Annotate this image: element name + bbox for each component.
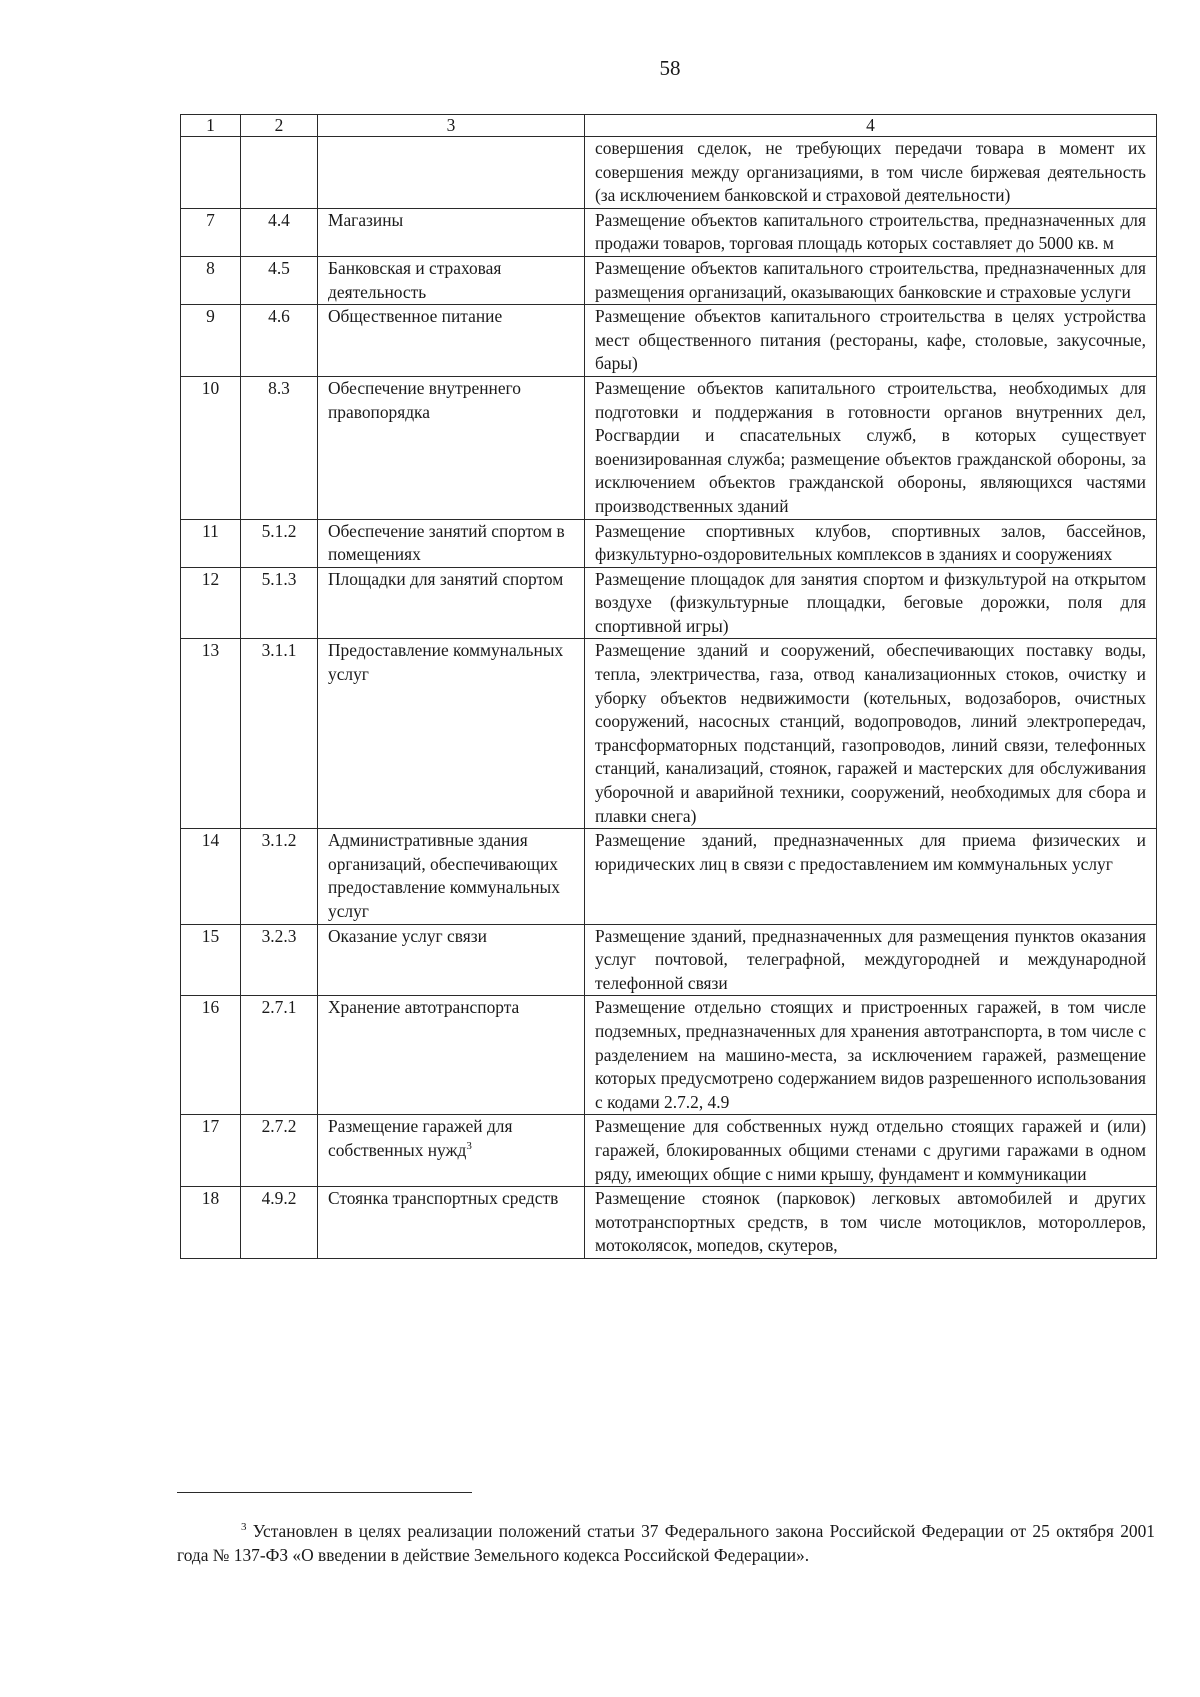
use-code-cell-text: 2.7.1 xyxy=(261,997,297,1018)
use-code-cell-text: 3.1.2 xyxy=(261,830,297,851)
use-description-cell-text: совершения сделок, не требующих передачи товара в момент их совершения между организациями, в том числе биржевая деятельность (за исключением банковской и страховой деятельности) xyxy=(595,138,1146,206)
use-description-cell-text: Размещение объектов капитального строительства, необходимых для подготовки и поддержания в готовности органов внутренних дел, Росгвардии и спасательных служб, в которых существует военизированная служба; размещение объектов гражданской обороны, за исключением объектов гражданской обороны, являющихся частями производственных зданий xyxy=(595,377,1146,516)
table-row xyxy=(181,567,1157,639)
table-row xyxy=(181,137,1157,209)
table-row xyxy=(181,1187,1157,1259)
table-header-row xyxy=(181,115,1157,137)
use-description-cell-text: Размещение зданий и сооружений, обеспечивающих поставку воды, тепла, электричества, газа, отвод канализационных стоков, очистку и уборку объектов недвижимости (котельных, водозаборов, очистных сооружений, насосных станций, водопроводов, линий электропередач, трансформаторных подстанций, газопроводов, линий связи, телефонных станций, канализаций, стоянок, гаражей и мастерских для обслуживания уборочной и аварийной техники, сооружений, необходимых для сбора и плавки снега) xyxy=(595,640,1146,826)
use-code-cell xyxy=(241,376,318,519)
use-description-cell xyxy=(585,256,1157,304)
use-name-cell-text: Площадки для занятий спортом xyxy=(328,568,564,589)
footnote-reference: 3 xyxy=(466,1140,472,1153)
use-description-cell xyxy=(585,519,1157,567)
table-body xyxy=(181,137,1157,1259)
row-number-cell xyxy=(181,137,241,209)
use-code-cell-text: 4.6 xyxy=(268,306,290,327)
use-code-cell xyxy=(241,256,318,304)
use-description-cell-text: Размещение объектов капитального строительства, предназначенных для размещения организаций, оказывающих банковские и страховые услуги xyxy=(595,257,1146,302)
use-name-cell-text: Административные здания организаций, обеспечивающих предоставление коммунальных услуг xyxy=(328,830,560,921)
page-number: 58 xyxy=(659,56,681,80)
use-name-cell xyxy=(318,996,585,1115)
use-name-cell xyxy=(318,829,585,924)
use-name-cell-text: Оказание услуг связи xyxy=(328,925,487,946)
table-row xyxy=(181,305,1157,377)
use-name-cell xyxy=(318,519,585,567)
use-description-cell xyxy=(585,1115,1157,1187)
footnote-divider xyxy=(177,1492,472,1493)
use-code-cell xyxy=(241,519,318,567)
use-name-cell xyxy=(318,1115,585,1187)
use-description-cell-text: Размещение отдельно стоящих и пристроенных гаражей, в том числе подземных, предназначенных для хранения автотранспорта, в том числе с разделением на машино-места, за исключением гаражей, размещение которых предусмотрено содержанием видов разрешенного использования с кодами 2.7.2, 4.9 xyxy=(595,997,1146,1112)
footnote-text: Установлен в целях реализации положений статьи 37 Федерального закона Российской Федерации от 25 октября 2001 года № 137-ФЗ «О введении в действие Земельного кодекса Российской Федерации». xyxy=(177,1521,1155,1565)
table-row xyxy=(181,519,1157,567)
use-description-cell-text: Размещение площадок для занятия спортом и физкультурой на открытом воздухе (физкультурные площадки, беговые дорожки, поля для спортивной игры) xyxy=(595,568,1146,636)
use-description-cell xyxy=(585,208,1157,256)
use-name-cell xyxy=(318,1187,585,1259)
use-description-cell-text: Размещение зданий, предназначенных для приема физических и юридических лиц в связи с предоставлением им коммунальных услуг xyxy=(595,830,1146,874)
use-name-cell-text: Общественное питание xyxy=(328,306,503,327)
use-name-cell-text: Хранение автотранспорта xyxy=(328,997,520,1018)
use-description-cell-text: Размещение для собственных нужд отдельно стоящих гаражей и (или) гаражей, блокированных общими стенами с другими гаражами в одном ряду, имеющих общие с ними крышу, фундамент и коммуникации xyxy=(595,1116,1146,1184)
use-name-cell-text: Банковская и страховая деятельность xyxy=(328,257,502,302)
use-code-cell xyxy=(241,305,318,377)
use-code-cell xyxy=(241,996,318,1115)
use-code-cell-text: 3.1.1 xyxy=(261,640,297,661)
column-header-3: 3 xyxy=(318,115,585,137)
footnote xyxy=(177,1520,1155,1567)
use-code-cell-text: 4.4 xyxy=(268,209,290,230)
row-number-cell-text: 15 xyxy=(201,925,220,946)
row-number-cell xyxy=(181,1115,241,1187)
use-code-cell xyxy=(241,137,318,209)
footnote-mark: 3 xyxy=(241,1521,247,1534)
table-row xyxy=(181,639,1157,829)
use-description-cell xyxy=(585,1187,1157,1259)
use-name-cell-text: Обеспечение занятий спортом в помещениях xyxy=(328,520,565,565)
use-code-cell xyxy=(241,639,318,829)
table-row xyxy=(181,1115,1157,1187)
land-use-table xyxy=(180,114,1157,1259)
row-number-cell-text: 9 xyxy=(206,306,215,327)
row-number-cell-text: 17 xyxy=(201,1116,220,1137)
use-name-cell xyxy=(318,567,585,639)
use-code-cell-text: 5.1.3 xyxy=(261,568,297,589)
row-number-cell-text: 7 xyxy=(206,209,215,230)
use-code-cell xyxy=(241,1187,318,1259)
row-number-cell-text: 13 xyxy=(201,640,220,661)
use-name-cell xyxy=(318,137,585,209)
use-name-cell-text: Предоставление коммунальных услуг xyxy=(328,640,564,685)
table-row xyxy=(181,924,1157,996)
row-number-cell-text: 10 xyxy=(201,377,220,398)
column-header-4: 4 xyxy=(585,115,1157,137)
use-description-cell-text: Размещение стоянок (парковок) легковых автомобилей и других мототранспортных средств, в том числе мотоциклов, мотороллеров, мотоколясок, мопедов, скутеров, xyxy=(595,1188,1146,1256)
table-row xyxy=(181,376,1157,519)
column-header-2: 2 xyxy=(241,115,318,137)
use-name-cell xyxy=(318,639,585,829)
row-number-cell-text: 11 xyxy=(202,520,219,541)
use-code-cell-text: 3.2.3 xyxy=(261,925,297,946)
use-name-cell-text: Обеспечение внутреннего правопорядка xyxy=(328,377,521,422)
use-description-cell xyxy=(585,305,1157,377)
row-number-cell xyxy=(181,519,241,567)
row-number-cell-text: 12 xyxy=(201,568,220,589)
use-code-cell xyxy=(241,924,318,996)
use-description-cell xyxy=(585,567,1157,639)
use-code-cell-text: 2.7.2 xyxy=(261,1116,297,1137)
row-number-cell xyxy=(181,567,241,639)
use-name-cell-text: Размещение гаражей для собственных нужд xyxy=(328,1116,513,1160)
use-name-cell-text: Стоянка транспортных средств xyxy=(328,1188,559,1209)
use-name-cell xyxy=(318,924,585,996)
row-number-cell xyxy=(181,1187,241,1259)
row-number-cell-text: 14 xyxy=(201,830,220,851)
use-description-cell xyxy=(585,829,1157,924)
table-row xyxy=(181,256,1157,304)
use-code-cell-text: 4.9.2 xyxy=(261,1188,297,1209)
row-number-cell xyxy=(181,829,241,924)
use-name-cell xyxy=(318,305,585,377)
use-description-cell-text: Размещение объектов капитального строительства, предназначенных для продажи товаров, торговая площадь которых составляет до 5000 кв. м xyxy=(595,209,1146,254)
table-row xyxy=(181,996,1157,1115)
use-description-cell xyxy=(585,996,1157,1115)
use-code-cell-text: 8.3 xyxy=(268,377,290,398)
row-number-cell xyxy=(181,639,241,829)
column-header-1: 1 xyxy=(181,115,241,137)
row-number-cell xyxy=(181,376,241,519)
use-description-cell xyxy=(585,639,1157,829)
use-code-cell xyxy=(241,829,318,924)
use-code-cell xyxy=(241,208,318,256)
row-number-cell xyxy=(181,256,241,304)
use-description-cell xyxy=(585,924,1157,996)
use-description-cell xyxy=(585,137,1157,209)
row-number-cell xyxy=(181,208,241,256)
row-number-cell xyxy=(181,305,241,377)
use-description-cell-text: Размещение спортивных клубов, спортивных залов, бассейнов, физкультурно-оздоровительных комплексов в зданиях и сооружениях xyxy=(595,520,1146,565)
use-name-cell xyxy=(318,208,585,256)
table-row xyxy=(181,208,1157,256)
use-code-cell-text: 4.5 xyxy=(268,257,290,278)
table-row xyxy=(181,829,1157,924)
use-description-cell-text: Размещение объектов капитального строительства в целях устройства мест общественного питания (рестораны, кафе, столовые, закусочные, бары) xyxy=(595,306,1146,374)
row-number-cell-text: 8 xyxy=(206,257,215,278)
use-code-cell xyxy=(241,567,318,639)
use-name-cell xyxy=(318,376,585,519)
use-description-cell xyxy=(585,376,1157,519)
row-number-cell xyxy=(181,996,241,1115)
use-description-cell-text: Размещение зданий, предназначенных для размещения пунктов оказания услуг почтовой, телеграфной, междугородней и международной телефонной связи xyxy=(595,925,1146,993)
row-number-cell-text: 18 xyxy=(201,1188,220,1209)
use-name-cell xyxy=(318,256,585,304)
row-number-cell xyxy=(181,924,241,996)
row-number-cell-text: 16 xyxy=(201,997,220,1018)
use-name-cell-text: Магазины xyxy=(328,209,404,230)
use-code-cell-text: 5.1.2 xyxy=(261,520,297,541)
use-code-cell xyxy=(241,1115,318,1187)
